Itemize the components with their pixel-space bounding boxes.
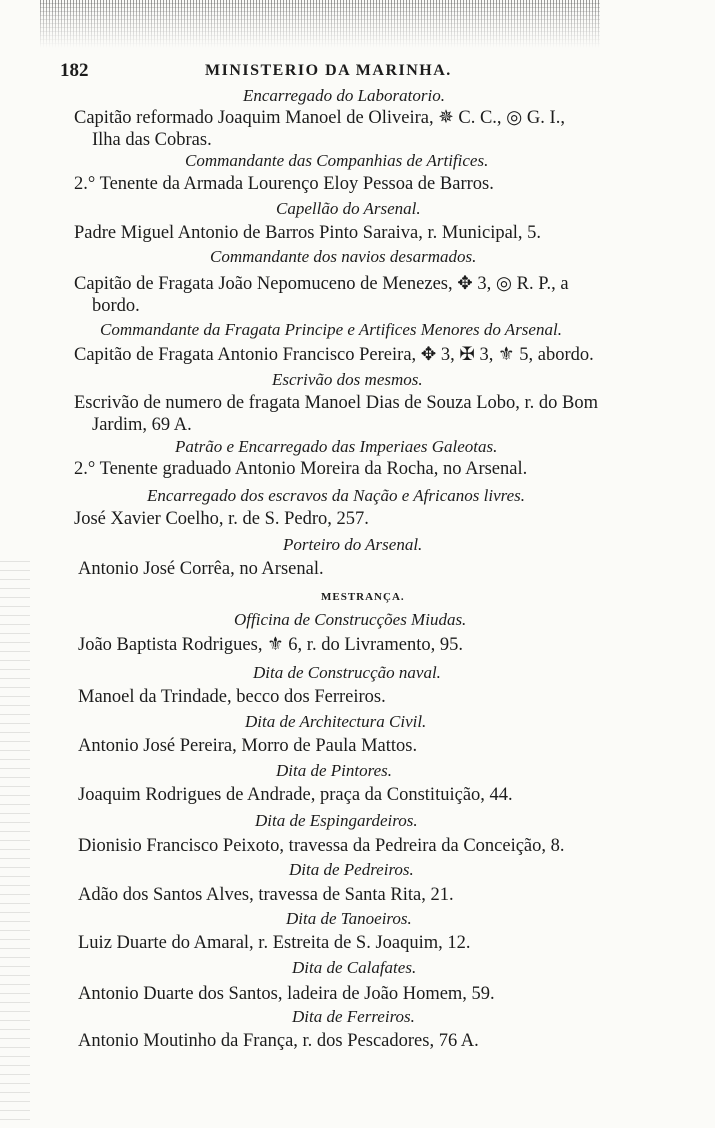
entry-heading: Patrão e Encarregado das Imperiaes Galeotas. <box>175 437 498 456</box>
officina-heading: Dita de Pedreiros. <box>289 860 414 879</box>
officina-line: Dionisio Francisco Peixoto, travessa da Pedreira da Conceição, 8. <box>78 836 565 856</box>
entry-heading: Encarregado dos escravos da Nação e Africanos livres. <box>147 486 526 505</box>
entry-heading: Encarregado do Laboratorio. <box>243 86 445 105</box>
entry-heading: Porteiro do Arsenal. <box>283 535 423 554</box>
entry-heading: Commandante dos navios desarmados. <box>210 247 477 266</box>
scan-margin-speckle <box>0 560 30 1120</box>
entry-line: José Xavier Coelho, r. de S. Pedro, 257. <box>74 509 369 529</box>
entry-line: Capitão de Fragata João Nepomuceno de Menezes, ✥ 3, ◎ R. P., a <box>74 274 569 294</box>
entry-heading: Escrivão dos mesmos. <box>272 370 423 389</box>
entry-line: bordo. <box>92 296 140 316</box>
page-number: 182 <box>60 60 89 81</box>
officina-line: Antonio Moutinho da França, r. dos Pescadores, 76 A. <box>78 1031 479 1051</box>
officina-line: Adão dos Santos Alves, travessa de Santa Rita, 21. <box>78 885 454 905</box>
entry-line: Capitão de Fragata Antonio Francisco Pereira, ✥ 3, ✠ 3, ⚜ 5, abordo. <box>74 345 594 365</box>
page-header <box>60 60 620 84</box>
officina-heading: Dita de Tanoeiros. <box>286 909 412 928</box>
entry-heading: Commandante da Fragata Principe e Artifices Menores do Arsenal. <box>100 320 562 339</box>
officina-line: Joaquim Rodrigues de Andrade, praça da Constituição, 44. <box>78 785 513 805</box>
entry-line: 2.° Tenente graduado Antonio Moreira da Rocha, no Arsenal. <box>74 459 528 479</box>
officina-heading: Dita de Espingardeiros. <box>255 811 418 830</box>
officina-line: Antonio José Pereira, Morro de Paula Mattos. <box>78 736 418 756</box>
officina-heading: Dita de Construcção naval. <box>253 663 441 682</box>
entry-line: Jardim, 69 A. <box>92 415 192 435</box>
entry-line: Padre Miguel Antonio de Barros Pinto Saraiva, r. Municipal, 5. <box>74 223 542 243</box>
entry-heading: Capellão do Arsenal. <box>276 199 421 218</box>
section-title: MESTRANÇA. <box>321 591 405 603</box>
scan-edge-noise <box>40 0 600 48</box>
officina-line: João Baptista Rodrigues, ⚜ 6, r. do Livramento, 95. <box>78 635 463 655</box>
entry-line: Ilha das Cobras. <box>92 130 212 150</box>
officina-line: Antonio Duarte dos Santos, ladeira de João Homem, 59. <box>78 984 495 1004</box>
officina-heading: Dita de Calafates. <box>292 958 417 977</box>
officina-heading: Officina de Construcções Miudas. <box>234 610 467 629</box>
officina-line: Manoel da Trindade, becco dos Ferreiros. <box>78 687 386 707</box>
entry-line: Capitão reformado Joaquim Manoel de Oliveira, ✵ C. C., ◎ G. I., <box>74 108 565 128</box>
running-head: MINISTERIO DA MARINHA. <box>205 62 452 79</box>
entry-line: Antonio José Corrêa, no Arsenal. <box>78 559 324 579</box>
entry-line: Escrivão de numero de fragata Manoel Dias de Souza Lobo, r. do Bom <box>74 393 599 413</box>
officina-heading: Dita de Ferreiros. <box>292 1007 415 1026</box>
officina-heading: Dita de Pintores. <box>276 761 392 780</box>
officina-heading: Dita de Architectura Civil. <box>245 712 427 731</box>
entry-line: 2.° Tenente da Armada Lourenço Eloy Pessoa de Barros. <box>74 174 494 194</box>
officina-line: Luiz Duarte do Amaral, r. Estreita de S. Joaquim, 12. <box>78 933 471 953</box>
entry-heading: Commandante das Companhias de Artifices. <box>185 151 489 170</box>
